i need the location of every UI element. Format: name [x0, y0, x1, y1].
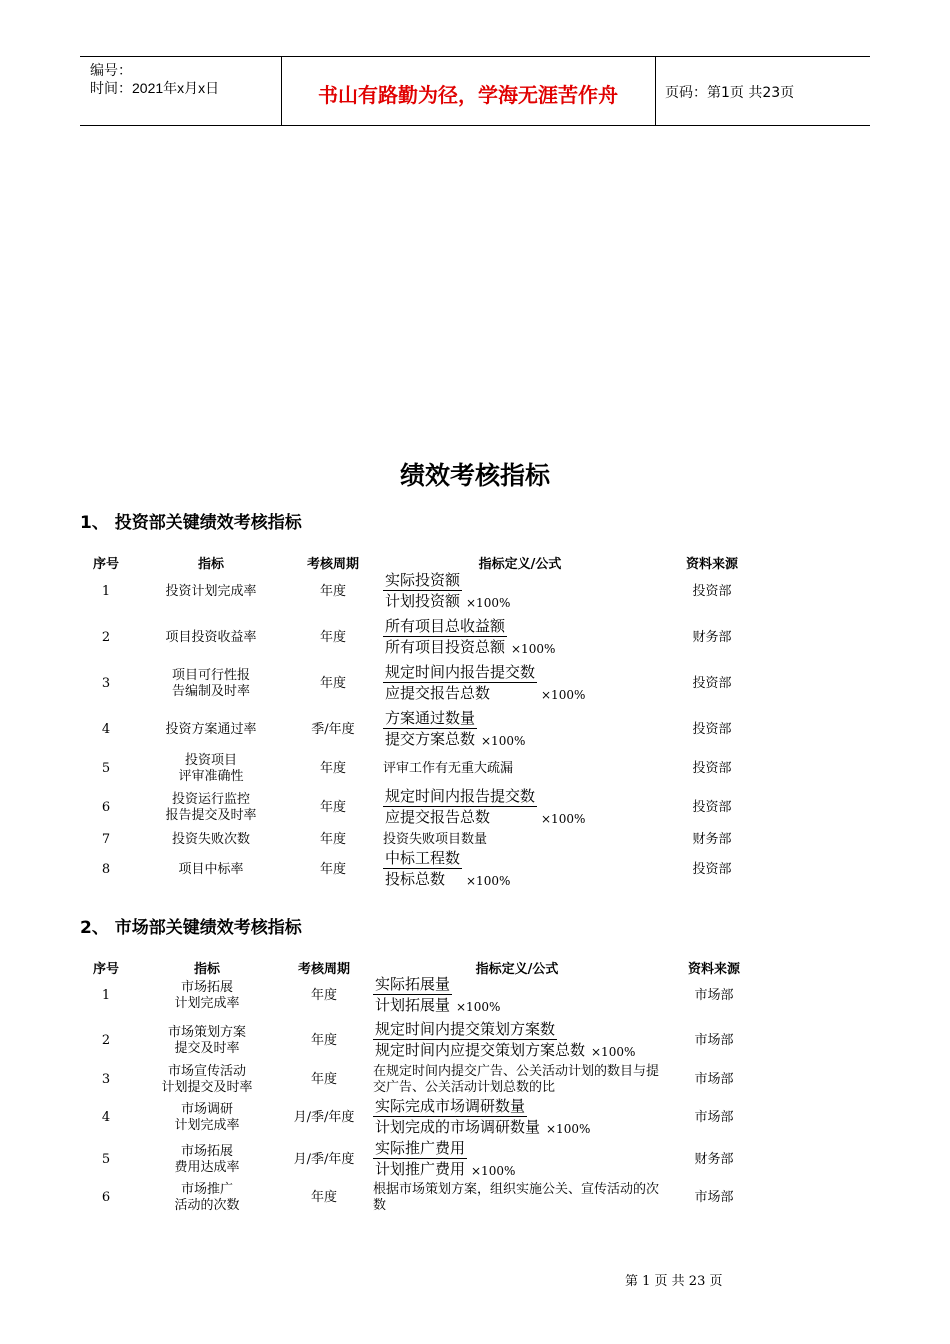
table-cell-no: 1 [101, 584, 111, 599]
formula [383, 570, 511, 611]
column-header: 考核周期 [306, 557, 360, 572]
formula-multiplier: ×100% [541, 688, 586, 702]
definition-text: 根据市场策划方案，组织实施公关、宣传活动的次数 [373, 1182, 660, 1213]
formula-denominator: 投标总数 [385, 870, 446, 888]
definition-text: 评审工作有无重大疏漏 [383, 761, 514, 776]
formula-multiplier: ×100% [511, 642, 556, 656]
section2-heading: 2、 市场部关键绩效考核指标 [80, 918, 302, 938]
table-cell-source: 财务部 [694, 1152, 734, 1167]
table-cell-source: 投资部 [692, 761, 732, 776]
definition-text: 投资失败项目数量 [383, 832, 488, 847]
table-cell-source: 市场部 [694, 1190, 734, 1205]
header-meta [90, 61, 280, 97]
table-cell-period: 年度 [319, 630, 347, 645]
table-cell-no: 8 [101, 862, 111, 877]
table-cell-period: 月/季/年度 [293, 1110, 355, 1125]
formula [383, 662, 586, 703]
table-cell-name: 项目中标率 [178, 862, 244, 877]
formula-denominator: 计划推广费用 [375, 1160, 466, 1178]
formula [383, 708, 526, 749]
formula [383, 786, 586, 827]
formula-numerator: 实际拓展量 [375, 975, 451, 993]
column-header: 指标定义/公式 [475, 962, 559, 977]
table-cell-name: 项目投资收益率 [165, 630, 257, 645]
table-cell-source: 财务部 [692, 630, 732, 645]
table-cell-name: 项目可行性报 告编制及时率 [171, 668, 251, 699]
table-cell-source: 投资部 [692, 862, 732, 877]
formula-multiplier: ×100% [466, 596, 511, 610]
table-cell-period: 年度 [319, 676, 347, 691]
table-cell-period: 年度 [310, 1033, 338, 1048]
table-cell-source: 市场部 [694, 1033, 734, 1048]
definition-text: 在规定时间内提交广告、公关活动计划的数目与提交广告、公关活动计划总数的比 [373, 1064, 660, 1095]
table-cell-period: 年度 [319, 832, 347, 847]
column-header: 资料来源 [687, 962, 741, 977]
header-divider [655, 57, 656, 125]
formula-denominator: 提交方案总数 [385, 730, 476, 748]
table-cell-period: 年度 [310, 1072, 338, 1087]
page-title: 绩效考核指标 [399, 461, 550, 490]
table-cell-no: 6 [101, 800, 111, 815]
formula-multiplier: ×100% [481, 734, 526, 748]
formula-denominator: 所有项目投资总额 [385, 638, 506, 656]
table-cell-name: 市场拓展 费用达成率 [174, 1144, 240, 1175]
formula [383, 848, 511, 889]
formula-denominator: 应提交报告总数 [385, 684, 491, 702]
table-cell-source: 投资部 [692, 800, 732, 815]
formula-multiplier: ×100% [541, 812, 586, 826]
table-cell-period: 年度 [319, 800, 347, 815]
formula-denominator: 计划投资额 [385, 592, 461, 610]
table-cell-period: 年度 [319, 584, 347, 599]
table-cell-name: 市场策划方案 提交及时率 [167, 1025, 247, 1056]
formula-numerator: 实际推广费用 [375, 1139, 466, 1157]
table-cell-name: 市场宣传活动 计划提交及时率 [161, 1064, 253, 1095]
table-cell-name: 市场推广 活动的次数 [174, 1182, 240, 1213]
formula-numerator: 规定时间内报告提交数 [385, 787, 536, 805]
table-cell-source: 财务部 [692, 832, 732, 847]
table-cell-source: 投资部 [692, 584, 732, 599]
table-cell-no: 4 [101, 1110, 111, 1125]
formula-multiplier: ×100% [456, 1000, 501, 1014]
formula-numerator: 所有项目总收益额 [385, 617, 506, 635]
column-header: 考核周期 [297, 962, 351, 977]
formula-denominator: 规定时间内应提交策划方案总数 [375, 1041, 586, 1059]
formula [373, 1096, 591, 1137]
table-cell-source: 投资部 [692, 676, 732, 691]
table-cell-no: 6 [101, 1190, 111, 1205]
formula-multiplier: ×100% [546, 1122, 591, 1136]
table-cell-no: 2 [101, 1033, 111, 1048]
table-cell-name: 市场调研 计划完成率 [174, 1102, 240, 1133]
table-cell-source: 市场部 [694, 1110, 734, 1125]
table-cell-period: 年度 [319, 761, 347, 776]
page-header [80, 56, 870, 126]
table-cell-no: 1 [101, 988, 111, 1003]
formula-numerator: 中标工程数 [385, 849, 461, 867]
formula-numerator: 规定时间内提交策划方案数 [375, 1020, 556, 1038]
table-cell-period: 月/季/年度 [293, 1152, 355, 1167]
table-cell-no: 7 [101, 832, 111, 847]
formula [373, 1138, 516, 1179]
column-header: 指标 [193, 962, 221, 977]
formula-denominator: 计划完成的市场调研数量 [375, 1118, 541, 1136]
formula-multiplier: ×100% [471, 1164, 516, 1178]
formula-multiplier: ×100% [466, 874, 511, 888]
column-header: 指标 [197, 557, 225, 572]
table-cell-source: 市场部 [694, 988, 734, 1003]
table-cell-period: 年度 [310, 1190, 338, 1205]
table-cell-no: 5 [101, 761, 111, 776]
table-cell-name: 投资项目 评审准确性 [178, 753, 244, 784]
formula-numerator: 方案通过数量 [385, 709, 476, 727]
table-cell-no: 3 [101, 676, 111, 691]
column-header: 资料来源 [685, 557, 739, 572]
formula-numerator: 实际投资额 [385, 571, 461, 589]
formula-denominator: 应提交报告总数 [385, 808, 491, 826]
doc-time-label: 时间：2021年x月x日 [90, 80, 220, 96]
formula-multiplier: ×100% [591, 1045, 636, 1059]
formula-numerator: 规定时间内报告提交数 [385, 663, 536, 681]
doc-number-label: 编号： [90, 62, 132, 78]
page-footer: 第 1 页 共 23 页 [625, 1274, 723, 1289]
header-page-label: 页码：第1页 共23页 [665, 85, 795, 101]
table-cell-name: 投资方案通过率 [165, 722, 257, 737]
table-cell-name: 投资失败次数 [171, 832, 251, 847]
table-cell-name: 投资计划完成率 [165, 584, 257, 599]
formula-numerator: 实际完成市场调研数量 [375, 1097, 526, 1115]
table-cell-period: 年度 [319, 862, 347, 877]
table-cell-no: 2 [101, 630, 111, 645]
section1-heading: 1、 投资部关键绩效考核指标 [80, 513, 302, 533]
table-cell-source: 投资部 [692, 722, 732, 737]
table-cell-no: 3 [101, 1072, 111, 1087]
table-cell-no: 5 [101, 1152, 111, 1167]
table-cell-no: 4 [101, 722, 111, 737]
formula-denominator: 计划拓展量 [375, 996, 451, 1014]
column-header: 指标定义/公式 [478, 557, 562, 572]
formula [373, 1019, 636, 1060]
header-motto: 书山有路勤为径，学海无涯苦作舟 [318, 83, 618, 107]
table-cell-source: 市场部 [694, 1072, 734, 1087]
column-header: 序号 [92, 962, 120, 977]
formula [373, 974, 501, 1015]
table-cell-name: 市场拓展 计划完成率 [174, 980, 240, 1011]
table-cell-period: 年度 [310, 988, 338, 1003]
table-cell-name: 投资运行监控 报告提交及时率 [165, 792, 257, 823]
column-header: 序号 [92, 557, 120, 572]
formula [383, 616, 556, 657]
table-cell-period: 季/年度 [311, 722, 355, 737]
